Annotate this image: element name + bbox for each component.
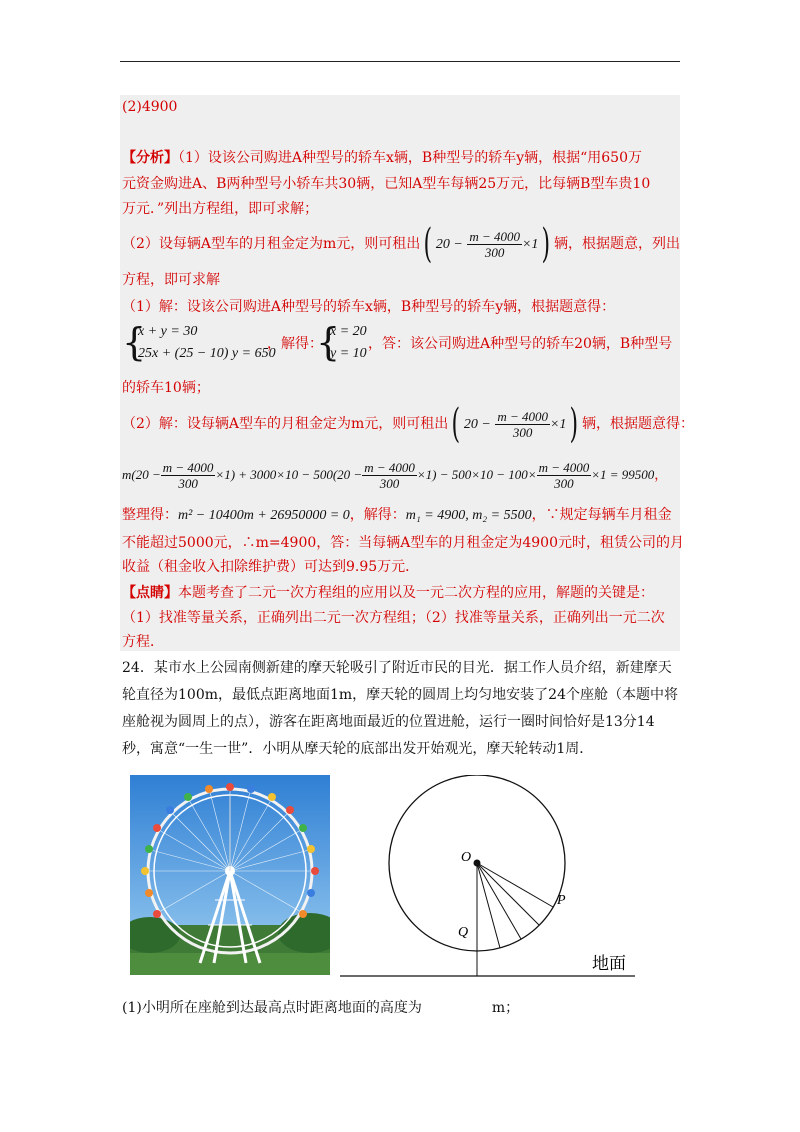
sub-question-1 — [122, 995, 519, 1022]
label-o: O — [461, 850, 472, 865]
solution-text-2a: （2）解：设每辆A型车的月租金定为m元，则可租出 — [122, 416, 449, 432]
comment-line-3: 方程． — [122, 634, 164, 650]
analysis-line-2: 元资金购进A、B两种型号小轿车共30辆，已知A型车每辆25万元，比每辆B型车贵10 — [122, 176, 651, 192]
center-point — [474, 860, 481, 867]
revenue-equation: m(20 − $\frac{m - 4000}{300}$ ×1) + 3000×10 − 500(20 − $\frac{m - 4000}{300}$ ×1) − 500×10 − 100× $\frac{m - 4000}{300}$ ×1 = 99500， — [122, 460, 668, 491]
analysis-text-4a: （2）设每辆A型车的月租金定为m元，则可租出 — [122, 236, 421, 252]
ferris-wheel-photo — [130, 775, 330, 975]
label-p: P — [557, 893, 566, 908]
ground-label: 地面 — [592, 954, 626, 974]
sub-question-text: (1)小明所在座舱到达最高点时距离地面的高度为 — [122, 1000, 422, 1016]
solution-line-2 — [122, 401, 695, 447]
fraction: $\frac{m - 4000}{300}$ — [162, 460, 214, 491]
brace-icon: { — [316, 320, 341, 364]
comment-line-1: 【点睛】本题考查了二元一次方程组的应用以及一元二次方程的应用，解题的关键是： — [122, 585, 654, 601]
question-line-2: 轮直径为100m，最低点距离地面1m，摩天轮的圆周上均匀地安装了24个座舱（本题中将 — [122, 687, 678, 703]
question-line-4: 秒，寓意“一生一世”．小明从摩天轮的底部出发开始观光，摩天轮转动1周． — [122, 741, 594, 757]
solution-line-1: （1）解：设该公司购进A种型号的轿车x辆，B种型号的轿车y辆，根据题意得： — [122, 299, 616, 315]
solution-line-4: 不能超过5000元，∴m=4900，答：当每辆A型车的月租金定为4900元时，租赁公司的月 — [122, 535, 685, 551]
solution-line-answer-1b: 的轿车10辆； — [122, 380, 210, 396]
equation-1b: 25x + (25 − 10) y = 650 — [138, 346, 276, 361]
solve-word: ，解得： — [267, 336, 323, 352]
answer-1: ，答：该公司购进A种型号的轿车20辆，B种型号 — [368, 336, 673, 352]
solution-line-3: 整理得：m² − 10400m + 26950000 = 0，解得：m₁ = 4900, m₂ = 5500，∵规定每辆车月租金 — [122, 507, 672, 523]
rental-expression: ( 20 − $\frac{m - 4000}{300}$ ×1) — [423, 221, 551, 267]
question-line-1: 24．某市水上公园南侧新建的摩天轮吸引了附近市民的目光．据工作人员介绍，新建摩天 — [122, 660, 672, 676]
quadratic-equation: m² − 10400m + 26950000 = 0 — [178, 508, 350, 523]
analysis-line-5: 方程，即可求解 — [122, 272, 220, 288]
brace-icon: { — [122, 320, 147, 364]
fraction: $\frac{m - 4000}{300}$ — [497, 408, 548, 440]
comment-tag: 【点睛】 — [122, 585, 178, 601]
unit-label: m； — [491, 1000, 520, 1016]
wheel-diagram — [335, 775, 635, 985]
quadratic-roots: m₁ = 4900, m₂ = 5500 — [405, 508, 532, 523]
answer-label: (2)4900 — [122, 99, 178, 115]
header-rule — [120, 61, 680, 62]
analysis-line-3: 万元．”列出方程组，即可求解； — [122, 201, 319, 217]
fraction: $\frac{m - 4000}{300}$ — [538, 460, 590, 491]
equation-1a: x + y = 30 — [138, 324, 198, 339]
x-value: x = 20 — [330, 324, 367, 339]
solution-text-2b: 辆，根据题意得： — [582, 416, 695, 432]
y-value: y = 10 — [330, 346, 367, 361]
label-q: Q — [458, 925, 469, 940]
radii-lines — [477, 863, 553, 948]
analysis-line-4 — [122, 221, 681, 267]
analysis-text-1: （1）设该公司购进A种型号的轿车x辆，B种型号的轿车y辆，根据“用650万 — [178, 150, 642, 166]
comment-line-2: （1）找准等量关系，正确列出二元一次方程组；（2）找准等量关系，正确列出一元二次 — [122, 610, 665, 626]
analysis-text-4b: 辆，根据题意，列出 — [554, 236, 681, 252]
rental-expression: ( 20 − $\frac{m - 4000}{300}$ ×1) — [451, 401, 579, 447]
solution-line-5: 收益（租金收入扣除维护费）可达到9.95万元． — [122, 559, 420, 575]
question-line-3: 座舱视为圆周上的点），游客在距离地面最近的位置进舱，运行一圈时间恰好是13分14 — [122, 714, 655, 730]
analysis-line-1 — [122, 148, 642, 168]
fraction: $\frac{m - 4000}{300}$ — [364, 460, 415, 491]
fraction: $\frac{m - 4000}{300}$ — [469, 228, 520, 260]
analysis-tag: 【分析】 — [122, 150, 178, 166]
